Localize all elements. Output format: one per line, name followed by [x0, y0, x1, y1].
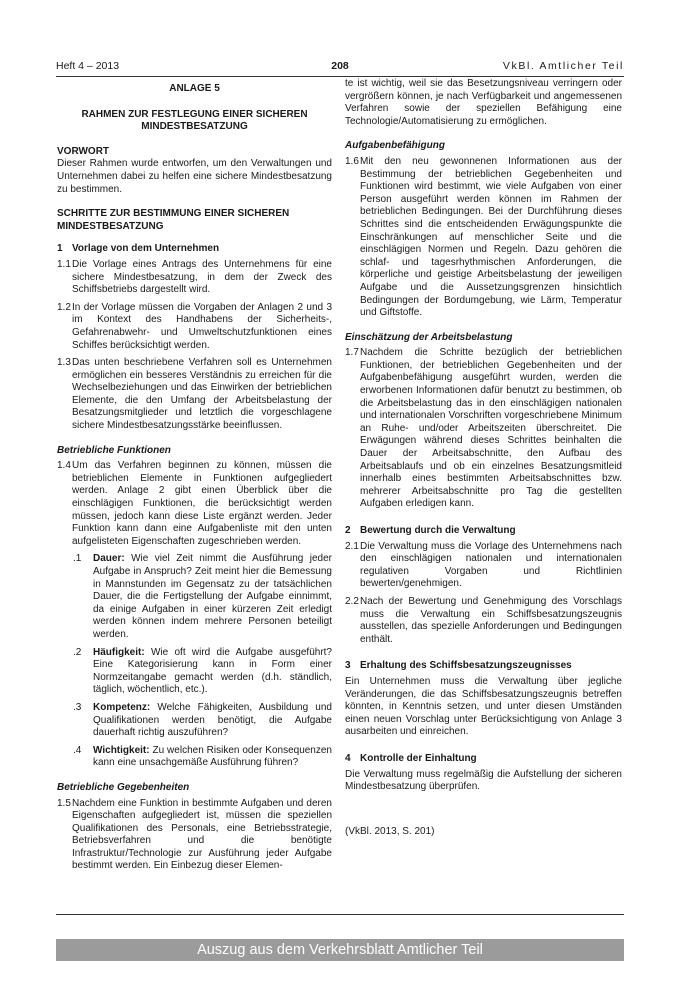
subitem-number: .2 [73, 646, 82, 658]
paragraph-text: In der Vorlage müssen die Vorgaben der Anlagen 2 und 3 im Kontext des Handhabens der Sicherheits-, Gefahrenabwehr- und Umweltschutzfunktionen eines Schiffes berücksichtigt werden. [72, 301, 332, 351]
paragraph-text: Die Vorlage eines Antrags des Unternehmens für eine sichere Mindestbesatzung, in dem der Zweck des Schiffsbetriebs dargestellt wird. [72, 258, 332, 296]
foreword-heading: VORWORT [57, 145, 110, 157]
subitem-term: Häufigkeit: [93, 646, 145, 658]
section-title: Erhaltung des Schiffsbesatzungszeugnisses [360, 660, 572, 672]
paragraph-number: 1.2 [57, 301, 71, 313]
subitem-text: Wie viel Zeit nimmt die Ausführung jeder Aufgabe in Anspruch? Zeit meint hier die Bemessung in Mannstunden im Gegensatz zu der tatsächlichen Dauer, die die Fertigstellung der Aufgabe einnimmt, da einige Aufgaben in einer kürzeren Zeit erledigt werden können indem mehrere Personen beteiligt werden. [93, 553, 332, 640]
subitem-frequency [73, 647, 332, 697]
footer-banner: Auszug aus dem Verkehrsblatt Amtlicher Teil [56, 939, 624, 961]
paragraph-number: 1.4 [57, 460, 71, 472]
paragraph-1-1 [57, 259, 332, 297]
section-4-heading [345, 753, 622, 766]
section-3-text: Ein Unternehmen muss die Verwaltung über jegliche Veränderungen, die das Schiffsbesatzungszeugnis betreffen könnten, in Kenntnis setzen, und unter diesen Umständen einen neuen Vorschlag unter Berücksichtigung von Anlage 3 ausarbeiten und einreichen. [345, 675, 622, 738]
annex-title: ANLAGE 5 [169, 83, 220, 94]
workload-heading: Einschätzung der Arbeitsbelastung [345, 331, 513, 343]
document-title-line2: MINDESTBESATZUNG [141, 121, 248, 133]
subitem-importance [73, 745, 332, 770]
paragraph-text: Das unten beschriebene Verfahren soll es Unternehmen ermöglichen ein besseres Verständnis zu erreichen für die Wechselbeziehungen und das Einwirken der betrieblichen Elemente, die den Umfang der Arbeitsbelastung der Besatzungsmitglieder und letztlich die vorgeschlagene sichere Mindestbesatzungsstärke beeinflussen. [72, 357, 332, 432]
document-title-line1: RAHMEN ZUR FESTLEGUNG EINER SICHEREN [81, 108, 308, 120]
operational-functions-heading: Betriebliche Funktionen [57, 444, 171, 456]
footer-divider [56, 914, 624, 915]
paragraph-number: 2.2 [345, 595, 359, 607]
issue-label: Heft 4 – 2013 [56, 60, 120, 72]
paragraph-number: 1.5 [57, 797, 71, 809]
paragraph-1-4 [57, 460, 332, 548]
paragraph-number: 1.6 [345, 155, 359, 167]
subitem-number: .1 [73, 553, 82, 565]
subitem-competence [73, 702, 332, 740]
section-title: Kontrolle der Einhaltung [360, 752, 477, 764]
subitem-number: .3 [73, 701, 82, 713]
subitem-text: Zu welchen Risiken oder Konsequenzen kann eine unsachgemäße Ausführung führen? [93, 744, 332, 769]
paragraph-text: Nachdem die Schritte bezüglich der betrieblichen Funktionen, der betrieblichen Gegebenheiten und der Aufgabenbefähigung ausgeführt wurden, werden die erworbenen Informationen dafür benutzt zu bestimmen, ob die Arbeitsbelastung das in den einschlägigen nationalen und internationalen Vorschriften vorgeschriebene Minimum an Ruhe- und/oder Arbeitszeiten überschreitet. Die Erwägungen während dieses Schrittes beinhalten die Dauer der Arbeitsabschnitte, den Aufbau des Arbeitsablaufs und ob ein einzelnes Besatzungsmitleid innerhalb eines bestimmten Arbeitsabschnittes bzw. mehrerer Arbeitsabschnitte pro Tag die gestellten Aufgaben erledigen kann. [360, 347, 622, 510]
header-divider [56, 76, 624, 77]
subitem-term: Kompetenz: [93, 701, 151, 713]
subitem-text: Welche Fähigkeiten, Ausbildung und Qualifikationen werden benötigt, die Aufgabe dauerhaft richtig auszuführen? [93, 701, 332, 739]
section-title: Bewertung durch die Verwaltung [360, 525, 516, 536]
section-number: 2 [345, 525, 351, 536]
paragraph-text: Nachdem eine Funktion in bestimmte Aufgaben und deren Eigenschaften aufgegliedert ist, müssen die speziellen Qualifikationen des Personals, eine Betriebsstrategie, Betriebsverfahren und die benötigte Infrastruktur/Technologie zur Ausführung jeder Aufgabe bestimmt werden. Ein Einbezug dieser Elemen- [72, 797, 332, 872]
paragraph-text: Mit den neu gewonnenen Informationen aus der Bestimmung der betrieblichen Gegebenheiten und Funktionen wird bestimmt, wie viele Aufgaben von einer Person ausgeführt werden können im Rahmen der betrieblichen Bedingungen. Bei der Durchführung dieses Schrittes sind die entscheidenden Erwägungspunkte die Einschränkungen auf menschlicher Seite und die einschlägigen Normen und Regeln. Dazu gehören die schlaf- und tagesrhythmischen Anforderungen, die körperliche und geistige Arbeitsbelastung der jeweiligen Aufgabe und die Aussetzungsgrenzen hinsichtlich Bedingungen der Bordumgebung, wie Lärm, Temperatur und Giftstoffe. [360, 155, 622, 319]
subitem-duration [73, 553, 332, 641]
paragraph-text: Nach der Bewertung und Genehmigung des Vorschlags muss die Verwaltung ein Schiffsbesatzungszeugnis ausstellen, das spezielle Anforderungen und Bedingungen enthält. [360, 595, 622, 645]
left-column [57, 83, 332, 873]
paragraph-2-1 [345, 541, 622, 591]
subitem-text: Wie oft wird die Aufgabe ausgeführt? Eine Kategorisierung kann in Form einer Normzeitangabe gemacht werden (d.h. ständlich, täglich, wöchentlich, etc.). [93, 646, 332, 696]
right-column [345, 78, 622, 838]
paragraph-number: 1.1 [57, 258, 71, 270]
task-ability-heading: Aufgabenbefähigung [345, 140, 445, 152]
subitem-number: .4 [73, 744, 82, 756]
steps-heading: SCHRITTE ZUR BESTIMMUNG EINER SICHEREN MINDESTBESATZUNG [57, 208, 290, 232]
section-1-heading [57, 243, 332, 256]
paragraph-text: Um das Verfahren beginnen zu können, müssen die betrieblichen Elemente in Funktionen aufgegliedert werden. Anlage 2 gibt einen Überblick über die einschlägigen Funktionen, die berücksichtigt werden müssen, jedoch kann diese Liste ergänzt werden. Jeder Funktion kann dann eine Aufgabenliste mit den unten aufgelisteten Eigenschaften zugeschrieben werden. [72, 460, 332, 547]
operational-conditions-heading: Betriebliche Gegebenheiten [57, 781, 190, 793]
section-3-heading [345, 660, 622, 673]
paragraph-1-2 [57, 302, 332, 352]
paragraph-1-3 [57, 357, 332, 433]
source-citation: (VkBl. 2013, S. 201) [345, 825, 435, 837]
paragraph-1-7 [345, 347, 622, 511]
section-number: 1 [57, 243, 63, 255]
continued-text: te ist wichtig, weil sie das Besetzungsniveau verringern oder vergrößern können, je nach Verfügbarkeit und angemessenen Verfahren sowie der speziellen Befähigung eine Technologie/Automatisierung zu ermöglichen. [345, 78, 622, 127]
foreword-text: Dieser Rahmen wurde entworfen, um den Verwaltungen und Unternehmen dabei zu helfen eine sichere Mindestbesatzung zu bestimmen. [57, 158, 332, 195]
section-number: 3 [345, 660, 351, 672]
publication-label: VkBl. Amtlicher Teil [502, 60, 624, 72]
section-number: 4 [345, 752, 351, 764]
subitem-term: Wichtigkeit: [93, 744, 150, 756]
paragraph-1-6 [345, 156, 622, 320]
page-number: 208 [331, 60, 349, 72]
paragraph-number: 1.7 [345, 347, 359, 359]
paragraph-text: Die Verwaltung muss die Vorlage des Unternehmens nach den einschlägigen nationalen und internationalen regulativen Vorgaben und Richtlinien bewerten/genehmigen. [360, 540, 622, 590]
paragraph-number: 1.3 [57, 357, 71, 369]
paragraph-1-5 [57, 798, 332, 874]
section-title: Vorlage von dem Unternehmen [72, 243, 220, 255]
section-4-text: Die Verwaltung muss regelmäßig die Aufstellung der sicheren Mindestbesatzung überprüfen. [345, 768, 622, 793]
paragraph-2-2 [345, 596, 622, 646]
paragraph-number: 2.1 [345, 540, 359, 552]
section-2-heading [345, 525, 622, 538]
subitem-term: Dauer: [93, 553, 125, 565]
